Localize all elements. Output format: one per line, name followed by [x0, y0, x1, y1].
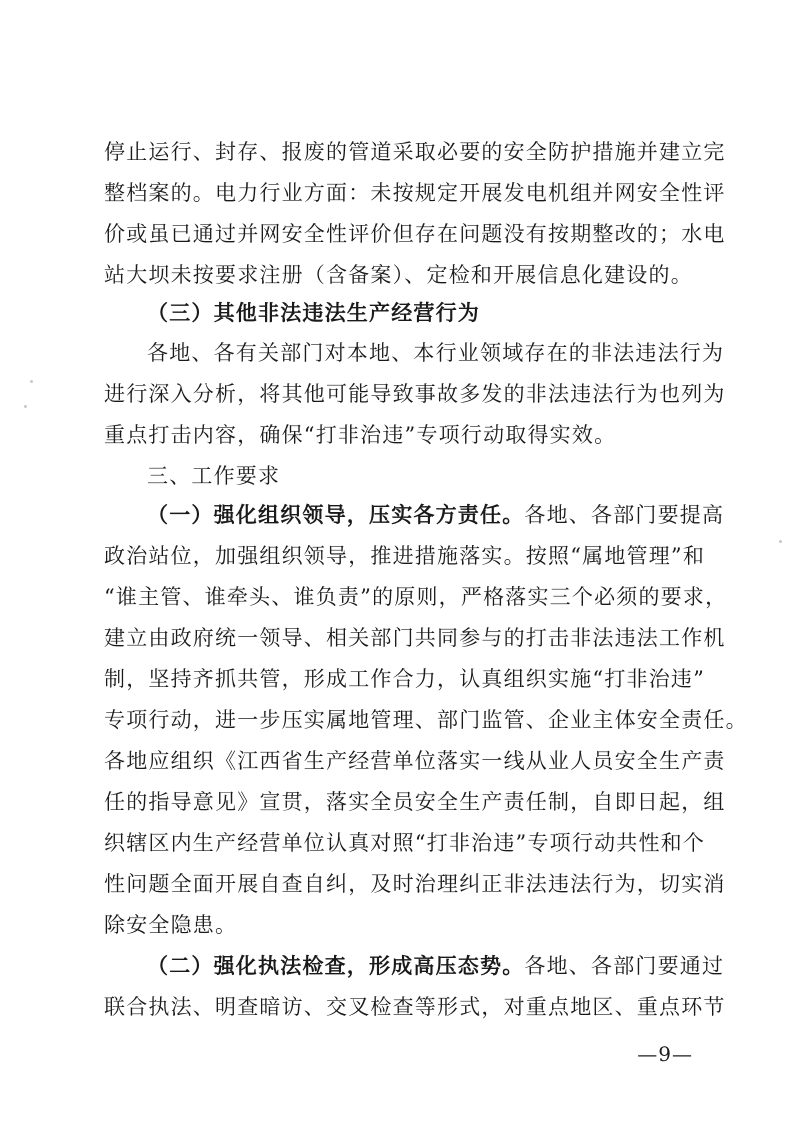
body-text-line: 制，坚持齐抓共管，形成工作合力，认真组织实施“打非治违”: [104, 667, 706, 691]
section-heading: 三、工作要求: [147, 464, 281, 488]
scan-speck: [779, 540, 782, 543]
body-text-line: 性问题全面开展自查自纠，及时治理纠正非法违法行为，切实消: [104, 872, 726, 896]
body-text-line: 织辖区内生产经营单位认真对照“打非治违”专项行动共性和个: [104, 831, 706, 855]
paragraph-lead: （一）强化组织领导，压实各方责任。: [147, 502, 525, 527]
body-text-line: “谁主管、谁牵头、谁负责”的原则，严格落实三个必须的要求，: [104, 585, 728, 609]
body-text-line: 专项行动，进一步压实属地管理、部门监管、企业主体安全责任。: [104, 708, 748, 732]
page-number: —9—: [637, 1042, 693, 1066]
body-text-line: （一）强化组织领导，压实各方责任。各地、各部门要提高: [147, 502, 725, 527]
body-text-line: 重点打击内容，确保“打非治违”专项行动取得实效。: [104, 423, 617, 447]
body-text-line: 联合执法、明查暗访、交叉检查等形式，对重点地区、重点环节: [104, 995, 726, 1019]
body-text-line: 任的指导意见》宣贯，落实全员安全生产责任制，自即日起，组: [104, 790, 726, 814]
body-text-line: 站大坝未按要求注册（含备案）、定检和开展信息化建设的。: [104, 263, 693, 287]
body-text-line: 停止运行、封存、报废的管道采取必要的安全防护措施并建立完: [104, 140, 726, 164]
body-text-line: （二）强化执法检查，形成高压态势。各地、各部门要通过: [147, 953, 725, 978]
body-text-line: 进行深入分析，将其他可能导致事故多发的非法违法行为也列为: [104, 382, 726, 406]
body-text-line: 整档案的。电力行业方面：未按规定开展发电机组并网安全性评: [104, 181, 726, 205]
paragraph-lead: （二）强化执法检查，形成高压态势。: [147, 953, 525, 978]
body-text-line: 各地应组织《江西省生产经营单位落实一线从业人员安全生产责: [104, 749, 726, 773]
body-text-line: 价或虽已通过并网安全性评价但存在问题没有按期整改的；水电: [104, 222, 726, 246]
body-text-line: 政治站位，加强组织领导，推进措施落实。按照“属地管理”和: [104, 544, 706, 568]
body-text-line: 建立由政府统一领导、相关部门共同参与的打击非法违法工作机: [104, 626, 726, 650]
subsection-heading: （三）其他非法违法生产经营行为: [147, 300, 480, 325]
body-text-line: 各地、各有关部门对本地、本行业领域存在的非法违法行为: [147, 341, 725, 365]
body-text-line: 除安全隐患。: [104, 913, 238, 937]
scan-speck: [24, 405, 27, 408]
scan-speck: [30, 380, 33, 383]
